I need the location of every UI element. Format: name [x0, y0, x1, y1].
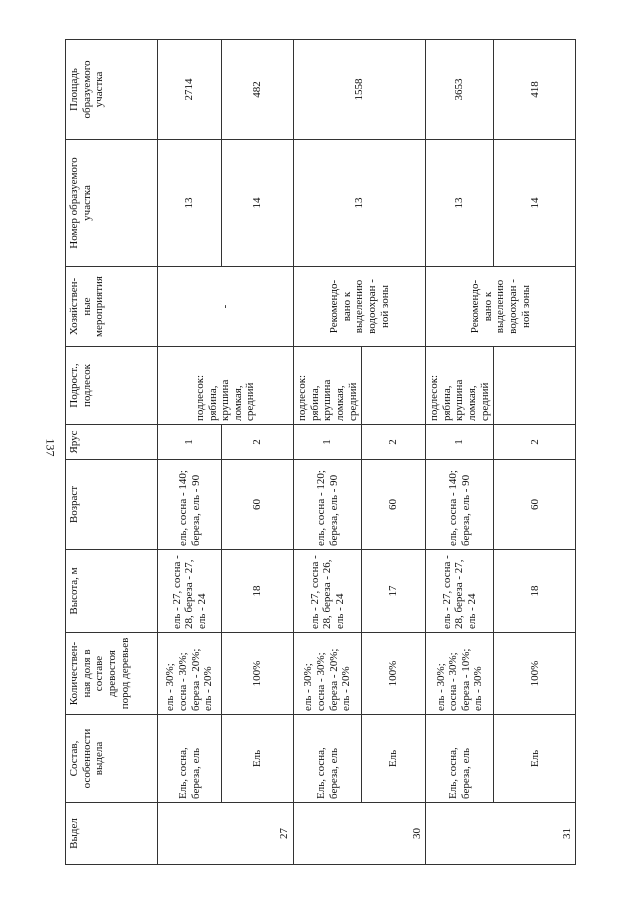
meropriyatiya-cell: - — [158, 267, 294, 347]
header-vysota: Высота, м — [66, 550, 158, 633]
table-holder — [65, 40, 573, 865]
forest-inventory-table — [65, 39, 576, 865]
ploshad-cell: 1558 — [294, 40, 426, 140]
nomer-cell: 14 — [222, 140, 294, 267]
vozrast-cell: 60 — [494, 460, 576, 550]
vydel-id: 30 — [294, 803, 426, 865]
vysota-cell: 17 — [362, 550, 426, 633]
vysota-cell: 18 — [494, 550, 576, 633]
vysota-cell: ель - 27, сосна - 28, береза - 27, ель - 24 — [426, 550, 494, 633]
sostav-cell: Ель, сосна, береза, ель — [294, 715, 362, 803]
vozrast-cell: 60 — [222, 460, 294, 550]
vydel-id: 31 — [426, 803, 576, 865]
vydel-id: 27 — [158, 803, 294, 865]
header-nomer: Номер образуемого участка — [66, 140, 158, 267]
yarus-cell: 1 — [158, 425, 222, 460]
header-meropriyatiya: Хозяйствен-ные мероприятия — [66, 267, 158, 347]
header-sostav: Состав, особенности выдела — [66, 715, 158, 803]
nomer-cell: 13 — [426, 140, 494, 267]
meropriyatiya-cell: Рекомендо-вано к выделению водоохран - ной зоны — [294, 267, 426, 347]
table-row — [294, 40, 362, 865]
yarus-cell: 2 — [494, 425, 576, 460]
vozrast-cell: ель, сосна - 140; береза, ель - 90 — [158, 460, 222, 550]
header-podrost: Подрост., подлесок — [66, 347, 158, 425]
ploshad-cell: 418 — [494, 40, 576, 140]
podrost-empty-cell — [494, 347, 576, 425]
page-number: 137 — [43, 438, 58, 457]
vysota-cell: ель - 27, сосна - 28, береза - 27, ель - 24 — [158, 550, 222, 633]
nomer-cell: 13 — [294, 140, 426, 267]
podrost-cell: подлесок: рябина, крушина ломкая, средний — [294, 347, 362, 425]
sostav-cell: Ель, сосна, береза, ель — [426, 715, 494, 803]
dolya-cell: ель - 30%; сосна - 30%; береза - 20%; ель - 20% — [158, 633, 222, 715]
dolya-cell: 100% — [494, 633, 576, 715]
dolya-cell: ель - 30%; сосна - 30%; береза - 20%; ель - 20% — [294, 633, 362, 715]
sostav-cell: Ель — [222, 715, 294, 803]
nomer-cell: 14 — [494, 140, 576, 267]
podrost-cell: подлесок: рябина, крушина ломкая, средний — [158, 347, 294, 425]
table-row — [158, 40, 222, 865]
nomer-cell: 13 — [158, 140, 222, 267]
table-row — [494, 40, 576, 865]
ploshad-cell: 3653 — [426, 40, 494, 140]
table-row — [222, 40, 294, 865]
vysota-cell: ель - 27, сосна - 28, береза - 26, ель - 24 — [294, 550, 362, 633]
vozrast-cell: ель, сосна - 120; береза, ель - 90 — [294, 460, 362, 550]
sostav-cell: Ель — [494, 715, 576, 803]
header-yarus: Ярус — [66, 425, 158, 460]
vozrast-cell: ель, сосна - 140; береза, ель - 90 — [426, 460, 494, 550]
rotated-table-frame — [65, 40, 573, 865]
dolya-cell: 100% — [222, 633, 294, 715]
yarus-cell: 2 — [222, 425, 294, 460]
yarus-cell: 1 — [294, 425, 362, 460]
sostav-cell: Ель, сосна, береза, ель — [158, 715, 222, 803]
header-ploshad: Площадь образуемого участка — [66, 40, 158, 140]
ploshad-cell: 2714 — [158, 40, 222, 140]
ploshad-cell: 482 — [222, 40, 294, 140]
header-row — [66, 40, 158, 865]
meropriyatiya-cell: Рекомендо-вано к выделению водоохран - ной зоны — [426, 267, 576, 347]
header-vozrast: Возраст — [66, 460, 158, 550]
vozrast-cell: 60 — [362, 460, 426, 550]
dolya-cell: ель - 30%; сосна - 30%; береза - 10%; ель - 30% — [426, 633, 494, 715]
header-kolichestvo: Количествен-ная доля в составе древостоя пород деревьев — [66, 633, 158, 715]
table-row — [426, 40, 494, 865]
dolya-cell: 100% — [362, 633, 426, 715]
header-vydel: Выдел — [66, 803, 158, 865]
yarus-cell: 2 — [362, 425, 426, 460]
podrost-cell: подлесок: рябина, крушина ломкая, средний — [426, 347, 494, 425]
podrost-empty-cell — [362, 347, 426, 425]
sostav-cell: Ель — [362, 715, 426, 803]
yarus-cell: 1 — [426, 425, 494, 460]
vysota-cell: 18 — [222, 550, 294, 633]
